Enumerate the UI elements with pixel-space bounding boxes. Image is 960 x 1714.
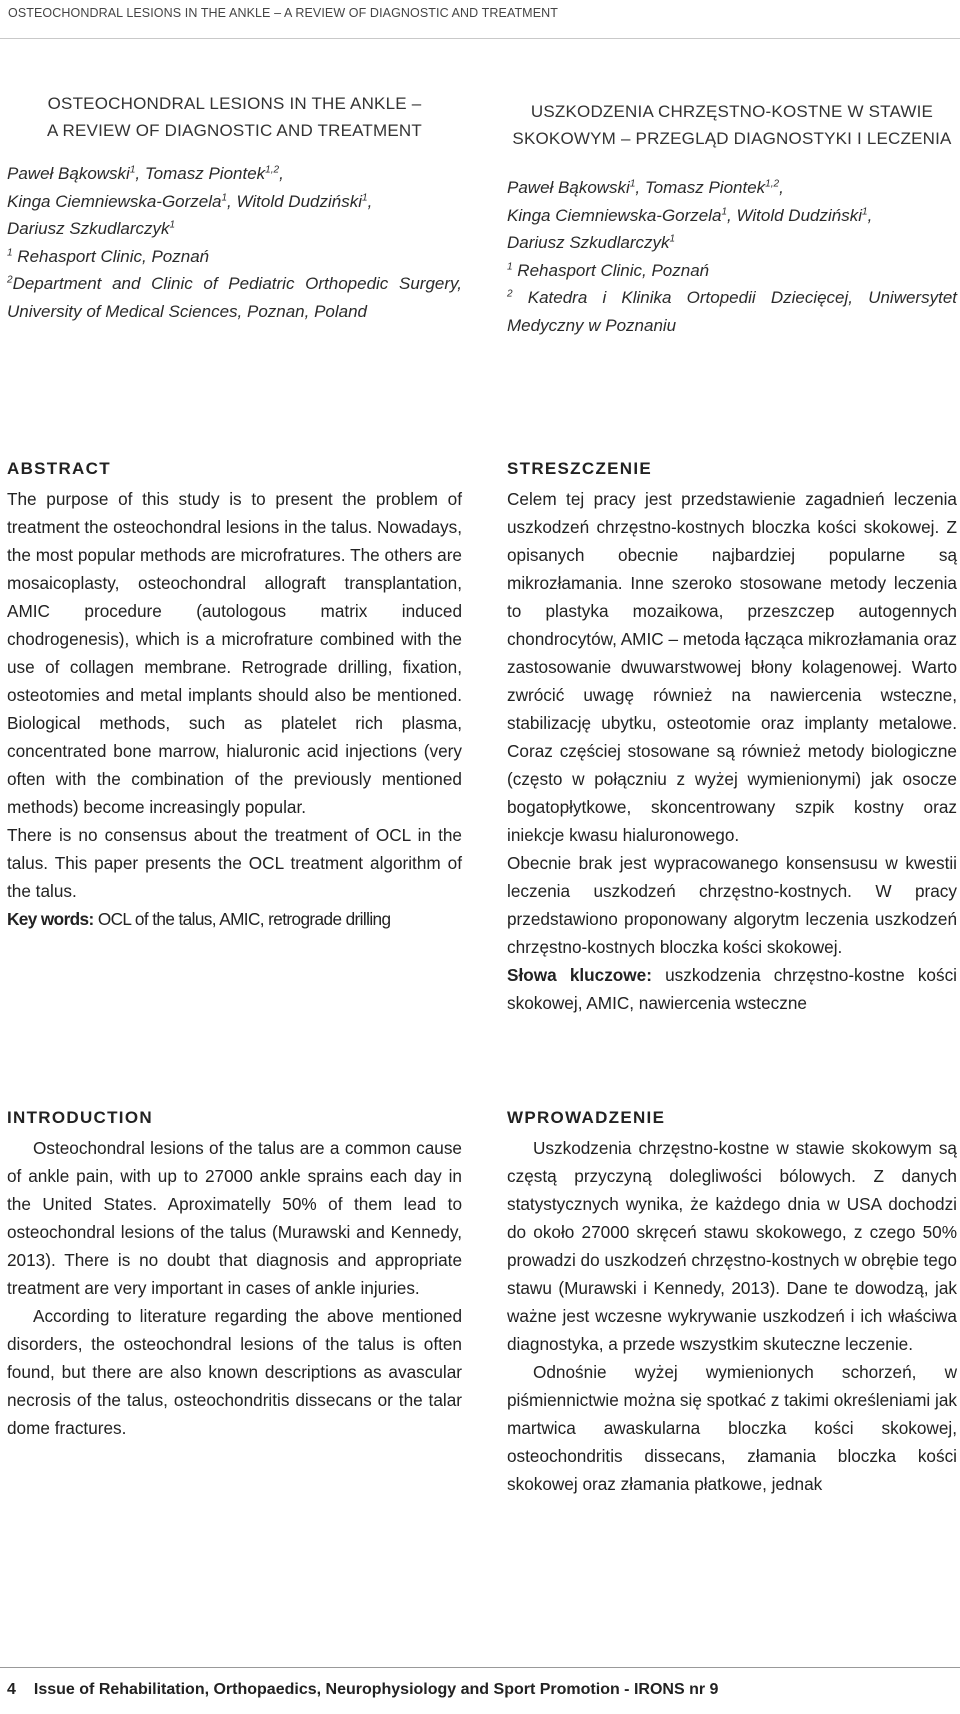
left-keywords-text: OCL of the talus, AMIC, retrograde drilling bbox=[97, 909, 391, 929]
right-authors-line-2: Kinga Ciemniewska-Gorzela$^1$, Witold Dudziński$^1$, bbox=[507, 205, 873, 225]
right-intro-p1: Uszkodzenia chrzęstno-kostne w stawie skokowym są częstą przyczyną dolegliwości bólowych. Z danych statystycznych wynika, że każdego dnia w USA dochodzi do około 27000 skręceń stawu skokowego, z czego 50% prowadzi do uszkodzeń chrzęstno-kostnych w obrębie tego stawu (Murawski i Kennedy, 2013). Dane te dowodzą, jak ważne jest wczesne wykrywanie uszkodzeń i ich właściwa diagnostyka, a przede wszystkim skuteczne leczenie. bbox=[507, 1138, 957, 1354]
right-intro-p2: Odnośnie wyżej wymienionych schorzeń, w piśmiennictwie można się spotkać z takimi określeniami jak martwica awaskularna bloczka kości skokowej, osteochondritis dissecans, złamania bloczka kości skokowej oraz złamania płatkowe, jednak bbox=[507, 1362, 957, 1494]
right-title-block bbox=[507, 98, 957, 152]
right-keywords-text: uszkodzenia chrzęstno-kostne kości skokowej, AMIC, nawiercenia wsteczne bbox=[507, 965, 957, 1013]
left-abstract-heading: ABSTRACT bbox=[7, 459, 111, 478]
running-header bbox=[0, 0, 960, 39]
left-authors-line-3: Dariusz Szkudlarczyk$^1$ bbox=[7, 219, 176, 239]
footer-rule bbox=[0, 1667, 960, 1668]
running-header-text: OSTEOCHONDRAL LESIONS IN THE ANKLE – A REVIEW OF DIAGNOSTIC AND TREATMENT bbox=[8, 6, 558, 20]
left-intro-p2: According to literature regarding the above mentioned disorders, the osteochondral lesions of the talus is often found, but there are also known descriptions as avascular necrosis of the talus, osteochondritis dissecans or the talar dome fractures. bbox=[7, 1306, 462, 1438]
right-keywords bbox=[507, 961, 957, 1017]
right-abstract-body bbox=[507, 485, 957, 1017]
left-intro-heading: INTRODUCTION bbox=[7, 1108, 153, 1127]
left-abstract-p2: There is no consensus about the treatment of OCL in the talus. This paper presents the OCL treatment algorithm of the talus. bbox=[7, 825, 462, 901]
right-title-line-2: SKOKOWYM – PRZEGLĄD DIAGNOSTYKI I LECZENIA bbox=[512, 129, 952, 148]
right-authors-block bbox=[507, 174, 957, 340]
journal-name: Issue of Rehabilitation, Orthopaedics, Neurophysiology and Sport Promotion - IRONS nr 9 bbox=[33, 1681, 719, 1698]
right-title-line-1: USZKODZENIA CHRZĘSTNO-KOSTNE W STAWIE bbox=[530, 102, 934, 121]
left-affiliation-2: $^2$Department and Clinic of Pediatric Orthopedic Surgery, University of Medical Sciences, Poznan, Poland bbox=[7, 274, 462, 321]
right-authors-line-3: Dariusz Szkudlarczyk$^1$ bbox=[507, 233, 676, 253]
left-affiliation-1: $^1$ Rehasport Clinic, Poznań bbox=[7, 246, 210, 266]
right-keywords-label: Słowa kluczowe: bbox=[507, 965, 652, 985]
right-affiliation-2: $^2$ Katedra i Klinika Ortopedii Dziecięcej, Uniwersytet Medyczny w Poznaniu bbox=[507, 288, 957, 335]
left-intro-section bbox=[7, 1108, 462, 1442]
right-abstract-section bbox=[507, 459, 957, 1017]
left-authors-line-1: Paweł Bąkowski$^1$, Tomasz Piontek$^{1,2}$, bbox=[7, 164, 284, 183]
left-abstract-p1: The purpose of this study is to present the problem of treatment the osteochondral lesions in the talus. Nowadays, the most popular methods are microfratures. The others are mosaicoplasty, osteochondral allograft transplantation, AMIC procedure (autologous matrix induced chodrogenesis), which is a microfrature combined with the use of collagen membrane. Retrograde drilling, fixation, osteotomies and metal implants should also be mentioned. Biological methods, such as platelet rich plasma, concentrated bone marrow, hialuronic acid injections (very often with the combination of the previously mentioned methods) become increasingly popular. bbox=[7, 489, 462, 817]
left-title-line-2: A REVIEW OF DIAGNOSTIC AND TREATMENT bbox=[47, 121, 422, 140]
left-authors-line-2: Kinga Ciemniewska-Gorzela$^1$, Witold Dudziński$^1$, bbox=[7, 191, 373, 211]
right-title bbox=[507, 98, 957, 152]
left-title bbox=[7, 90, 462, 144]
right-affiliation-1: $^1$ Rehasport Clinic, Poznań bbox=[507, 260, 710, 280]
left-abstract-section bbox=[7, 459, 462, 933]
page-footer bbox=[7, 1681, 718, 1699]
left-keywords-label: Key words: bbox=[7, 909, 94, 929]
left-title-line-1: OSTEOCHONDRAL LESIONS IN THE ANKLE – bbox=[47, 94, 422, 113]
right-intro-heading: WPROWADZENIE bbox=[507, 1108, 666, 1127]
page-number: 4 bbox=[7, 1681, 16, 1698]
right-intro-section bbox=[507, 1108, 957, 1498]
left-intro-p1: Osteochondral lesions of the talus are a common cause of ankle pain, with up to 27000 ankle sprains each day in the United States. Aproximatelly 50% of them lead to osteochondral lesions of the talus (Murawski and Kennedy, 2013). There is no doubt that diagnosis and appropriate treatment are very important in cases of ankle injuries. bbox=[7, 1138, 462, 1298]
left-abstract-body bbox=[7, 485, 462, 933]
right-abstract-heading: STRESZCZENIE bbox=[507, 459, 653, 478]
right-intro-body bbox=[507, 1134, 957, 1498]
left-intro-body bbox=[7, 1134, 462, 1442]
left-authors-block bbox=[7, 160, 462, 326]
right-abstract-p2: Obecnie brak jest wypracowanego konsensusu w kwestii leczenia uszkodzeń chrzęstno-kostnych. W pracy przedstawiono proponowany algorytm leczenia uszkodzeń chrzęstno-kostnych bloczka kości skokowej. bbox=[507, 853, 957, 957]
right-authors-line-1: Paweł Bąkowski$^1$, Tomasz Piontek$^{1,2}$, bbox=[507, 178, 784, 197]
right-abstract-p1: Celem tej pracy jest przedstawienie zagadnień leczenia uszkodzeń chrzęstno-kostnych bloczka kości skokowej. Z opisanych obecnie najbardziej popularne są mikrozłamania. Inne szeroko stosowane metody leczenia to plastyka mozaikowa, przeszczep autogennych chondrocytów, AMIC – metoda łącząca mikrozłamania oraz zastosowanie dwuwarstwowej błony kolagenowej. Warto zwrócić uwagę również na nawiercenia wsteczne, stabilizację ubytku, osteotomie oraz implanty metalowe. Coraz częściej stosowane są również metody biologiczne (często w połączniu z wyżej wymienionymi) jak osocze bogatopłytkowe, skoncentrowany szpik kostny oraz iniekcje kwasu hialuronowego. bbox=[507, 489, 957, 845]
left-keywords bbox=[7, 905, 462, 933]
left-title-block bbox=[7, 90, 462, 144]
